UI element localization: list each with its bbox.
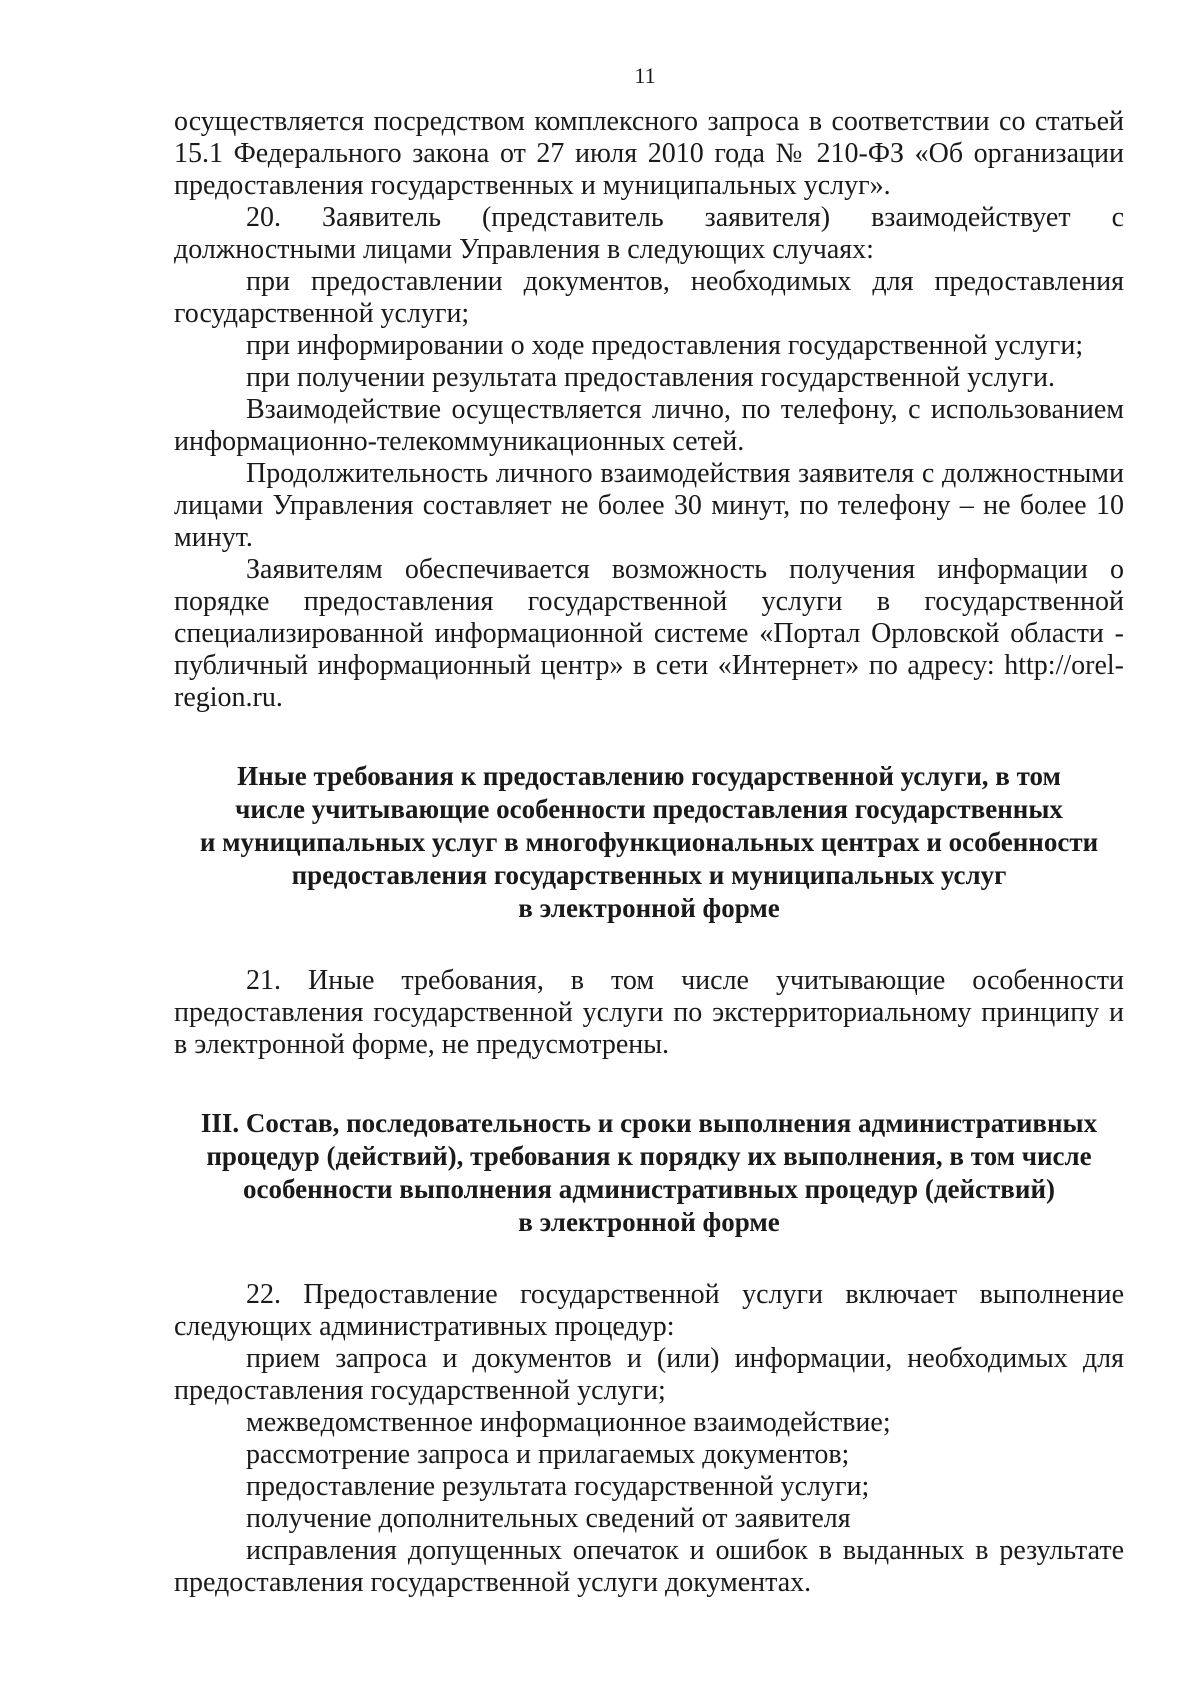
paragraph: Заявителям обеспечивается возможность получения информации о порядке предоставления государственной услуги в государственной специализированной информационной системе «Портал Орловской области - публичный информационный центр» в сети «Интернет» по адресу: http://orel-region.ru. [174,554,1124,713]
heading-line: процедур (действий), требования к порядку их выполнения, в том числе [206,1141,1092,1171]
list-item: прием запроса и документов и (или) информации, необходимых для предоставления государственной услуги; [174,1343,1124,1406]
list-item: рассмотрение запроса и прилагаемых документов; [246,1439,850,1470]
list-item: получение дополнительных сведений от заявителя [246,1503,851,1534]
section-22 [174,1279,1124,1599]
paragraph: Продолжительность личного взаимодействия заявителя с должностными лицами Управления составляет не более 30 минут, по телефону – не более 10 минут. [174,458,1124,553]
list-item: при предоставлении документов, необходимых для предоставления государственной услуги; [174,266,1124,329]
heading-line: III. Состав, последовательность и сроки выполнения административных [200,1108,1098,1138]
list-item: межведомственное информационное взаимодействие; [246,1407,891,1438]
page-number: 11 [634,63,656,88]
list-item: предоставление результата государственной услуги; [246,1471,870,1502]
list-item: исправления допущенных опечаток и ошибок в выданных в результате предоставления государственной услуги документах. [174,1535,1124,1598]
list-item: при получении результата предоставления государственной услуги. [246,362,1055,393]
paragraph-21: 21. Иные требования, в том числе учитывающие особенности предоставления государственной услуги по экстерриториальному принципу и в электронной форме, не предусмотрены. [174,965,1124,1060]
heading-line: особенности выполнения административных процедур (действий) [242,1174,1055,1204]
paragraph-20: 20. Заявитель (представитель заявителя) взаимодействует с должностными лицами Управления в следующих случаях: [174,202,1124,265]
section-heading-iii [174,1107,1124,1239]
heading-line: в электронной форме [518,893,780,923]
list-item: при информировании о ходе предоставления государственной услуги; [246,330,1084,361]
heading-line: числе учитывающие особенности предоставления государственных [235,794,1063,824]
heading-line: Иные требования к предоставлению государственной услуги, в том [237,761,1061,791]
heading-line: и муниципальных услуг в многофункциональных центрах и особенности [199,827,1099,857]
paragraph: Взаимодействие осуществляется лично, по телефону, с использованием информационно-телекоммуникационных сетей. [174,394,1124,457]
section-heading-other-requirements [174,760,1124,925]
section-21 [174,965,1124,1061]
paragraph-22: 22. Предоставление государственной услуги включает выполнение следующих административных процедур: [174,1279,1124,1342]
document-body [174,106,1124,1599]
heading-line: в электронной форме [518,1207,780,1237]
paragraph-continuation: осуществляется посредством комплексного запроса в соответствии со статьей 15.1 Федерального закона от 27 июля 2010 года № 210-ФЗ «Об организации предоставления государственных и муниципальных услуг». [174,106,1124,201]
heading-line: предоставления государственных и муниципальных услуг [291,860,1007,890]
